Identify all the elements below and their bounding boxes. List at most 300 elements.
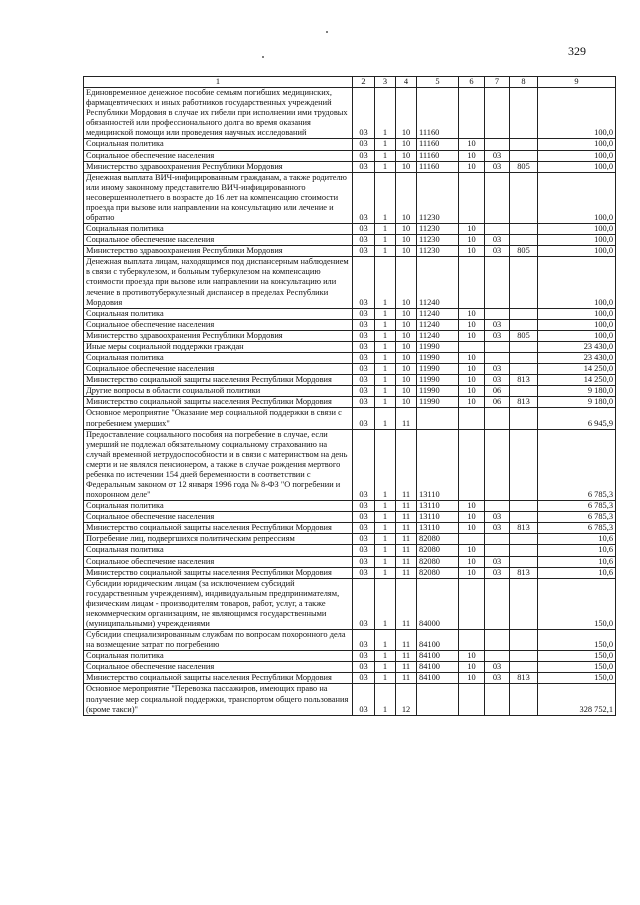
row-code-3: 1: [375, 501, 396, 512]
row-code-7: 03: [485, 523, 510, 534]
row-name: Иные меры социальной поддержки граждан: [84, 341, 353, 352]
row-code-2: 03: [353, 224, 375, 235]
row-code-5: 11230: [417, 235, 459, 246]
row-name: Социальная политика: [84, 501, 353, 512]
row-amount: 328 752,1: [538, 684, 616, 715]
row-code-2: 03: [353, 397, 375, 408]
row-code-5: 13110: [417, 501, 459, 512]
row-amount: 100,0: [538, 319, 616, 330]
row-amount: 100,0: [538, 330, 616, 341]
row-code-5: 13110: [417, 512, 459, 523]
row-name: Основное мероприятие "Перевозка пассажиров, имеющих право на получение мер социальной поддержки, транспортом общего пользования (кроме такси)": [84, 684, 353, 715]
table-row: [84, 386, 616, 397]
row-name: Социальное обеспечение населения: [84, 364, 353, 375]
row-name: Министерство здравоохранения Республики Мордовия: [84, 246, 353, 257]
row-amount: 6 785,3: [538, 523, 616, 534]
row-code-4: 11: [396, 534, 417, 545]
row-code-5: 11240: [417, 330, 459, 341]
row-code-6: 10: [459, 319, 485, 330]
row-code-6: 10: [459, 375, 485, 386]
row-code-4: 11: [396, 408, 417, 429]
row-name: Министерство социальной защиты населения Республики Мордовия: [84, 397, 353, 408]
table-row: [84, 235, 616, 246]
row-code-4: 10: [396, 375, 417, 386]
row-name: Социальное обеспечение населения: [84, 150, 353, 161]
row-code-4: 10: [396, 150, 417, 161]
row-code-3: 1: [375, 88, 396, 139]
row-code-7: [485, 308, 510, 319]
row-code-2: 03: [353, 578, 375, 629]
row-code-6: [459, 172, 485, 223]
row-code-3: 1: [375, 408, 396, 429]
table-row: [84, 139, 616, 150]
row-code-7: [485, 684, 510, 715]
row-amount: 9 180,0: [538, 397, 616, 408]
row-code-5: 11990: [417, 397, 459, 408]
row-amount: 10,6: [538, 556, 616, 567]
row-code-2: 03: [353, 630, 375, 651]
row-name: Социальная политика: [84, 224, 353, 235]
row-amount: 100,0: [538, 150, 616, 161]
row-code-3: 1: [375, 341, 396, 352]
row-code-4: 10: [396, 257, 417, 308]
col-amount-header: 9: [538, 77, 616, 88]
table-row: [84, 308, 616, 319]
row-amount: 100,0: [538, 224, 616, 235]
row-code-5: 11160: [417, 139, 459, 150]
row-code-7: [485, 651, 510, 662]
row-code-4: 10: [396, 172, 417, 223]
row-code-7: 03: [485, 161, 510, 172]
table-row: [84, 523, 616, 534]
row-code-6: [459, 341, 485, 352]
row-code-6: 10: [459, 330, 485, 341]
row-code-7: 03: [485, 246, 510, 257]
row-code-8: [510, 150, 538, 161]
row-code-6: [459, 534, 485, 545]
row-code-7: [485, 545, 510, 556]
row-code-8: [510, 545, 538, 556]
row-amount: 14 250,0: [538, 375, 616, 386]
col-5-header: 5: [417, 77, 459, 88]
row-code-8: [510, 172, 538, 223]
row-code-5: 11160: [417, 161, 459, 172]
row-code-8: [510, 662, 538, 673]
row-amount: 100,0: [538, 308, 616, 319]
row-code-2: 03: [353, 375, 375, 386]
row-code-7: 03: [485, 556, 510, 567]
row-amount: 150,0: [538, 630, 616, 651]
row-code-5: 11990: [417, 341, 459, 352]
row-code-3: 1: [375, 161, 396, 172]
table-row: [84, 397, 616, 408]
row-code-3: 1: [375, 235, 396, 246]
table-row: [84, 330, 616, 341]
table-row: [84, 341, 616, 352]
table-row: [84, 408, 616, 429]
row-code-6: 10: [459, 523, 485, 534]
row-code-7: 03: [485, 319, 510, 330]
table-row: [84, 364, 616, 375]
row-name: Денежная выплата ВИЧ-инфицированным гражданам, а также родителю или иному законному представителю ВИЧ-инфицированного несовершеннолетнего в возрасте до 16 лет на компенсацию стоимости проезда при вызове или направлении на консультацию или лечение и обратно: [84, 172, 353, 223]
row-code-2: 03: [353, 512, 375, 523]
row-amount: 23 430,0: [538, 353, 616, 364]
row-code-6: 10: [459, 150, 485, 161]
row-code-2: 03: [353, 308, 375, 319]
row-code-3: 1: [375, 375, 396, 386]
row-name: Социальная политика: [84, 308, 353, 319]
row-code-3: 1: [375, 630, 396, 651]
row-code-5: 82080: [417, 556, 459, 567]
row-amount: 100,0: [538, 139, 616, 150]
row-code-8: 813: [510, 523, 538, 534]
row-code-2: 03: [353, 235, 375, 246]
col-name-header: 1: [84, 77, 353, 88]
row-code-8: [510, 408, 538, 429]
row-code-6: 10: [459, 386, 485, 397]
table-row: [84, 673, 616, 684]
row-code-4: 10: [396, 224, 417, 235]
row-name: Социальная политика: [84, 353, 353, 364]
col-7-header: 7: [485, 77, 510, 88]
row-code-5: 84100: [417, 630, 459, 651]
table-row: [84, 224, 616, 235]
row-code-8: [510, 224, 538, 235]
table-row: [84, 567, 616, 578]
row-code-4: 11: [396, 429, 417, 501]
row-code-4: 11: [396, 673, 417, 684]
row-code-3: 1: [375, 308, 396, 319]
row-code-3: 1: [375, 172, 396, 223]
row-name: Министерство здравоохранения Республики Мордовия: [84, 161, 353, 172]
table-row: [84, 662, 616, 673]
row-code-7: [485, 501, 510, 512]
row-code-3: 1: [375, 257, 396, 308]
row-code-7: [485, 224, 510, 235]
row-code-5: 11240: [417, 308, 459, 319]
row-code-2: 03: [353, 501, 375, 512]
row-code-7: 03: [485, 150, 510, 161]
table-row: [84, 246, 616, 257]
row-code-7: 03: [485, 235, 510, 246]
row-code-7: [485, 429, 510, 501]
row-name: Денежная выплата лицам, находящимся под диспансерным наблюдением в связи с туберкулезом, и больным туберкулезом на компенсацию стоимости проезда при вызове или направлении на консультацию или лечение в противотуберкулезный диспансер в пределах Республики Мордовия: [84, 257, 353, 308]
row-code-7: 06: [485, 397, 510, 408]
row-code-8: [510, 308, 538, 319]
row-code-4: 10: [396, 364, 417, 375]
row-code-5: [417, 684, 459, 715]
row-code-7: 06: [485, 386, 510, 397]
row-code-6: [459, 88, 485, 139]
table-row: [84, 545, 616, 556]
row-code-7: 03: [485, 567, 510, 578]
row-code-6: 10: [459, 308, 485, 319]
row-code-3: 1: [375, 246, 396, 257]
row-code-6: [459, 578, 485, 629]
row-code-5: 11230: [417, 172, 459, 223]
row-code-6: 10: [459, 224, 485, 235]
row-code-2: 03: [353, 319, 375, 330]
row-code-8: [510, 235, 538, 246]
row-code-7: [485, 630, 510, 651]
row-code-7: 03: [485, 375, 510, 386]
row-code-6: 10: [459, 512, 485, 523]
row-code-7: [485, 534, 510, 545]
row-code-5: 11990: [417, 353, 459, 364]
row-amount: 100,0: [538, 161, 616, 172]
row-code-3: 1: [375, 662, 396, 673]
row-code-5: 11160: [417, 88, 459, 139]
row-name: Министерство социальной защиты населения Республики Мордовия: [84, 567, 353, 578]
row-name: Министерство социальной защиты населения Республики Мордовия: [84, 375, 353, 386]
row-name: Основное мероприятие "Оказание мер социальной поддержки в связи с погребением умерших": [84, 408, 353, 429]
table-row: [84, 534, 616, 545]
row-code-2: 03: [353, 353, 375, 364]
row-code-4: 11: [396, 578, 417, 629]
row-code-8: [510, 534, 538, 545]
table-row: [84, 578, 616, 629]
table-row: [84, 375, 616, 386]
row-name: Министерство социальной защиты населения Республики Мордовия: [84, 673, 353, 684]
row-code-6: 10: [459, 397, 485, 408]
row-amount: 150,0: [538, 578, 616, 629]
row-code-6: 10: [459, 353, 485, 364]
row-code-7: 03: [485, 673, 510, 684]
row-code-4: 10: [396, 139, 417, 150]
row-code-5: 11230: [417, 246, 459, 257]
row-code-6: 10: [459, 235, 485, 246]
row-code-2: 03: [353, 523, 375, 534]
row-code-5: 11240: [417, 257, 459, 308]
row-code-2: 03: [353, 662, 375, 673]
row-code-4: 11: [396, 512, 417, 523]
row-code-2: 03: [353, 139, 375, 150]
row-code-5: 84100: [417, 662, 459, 673]
row-amount: 100,0: [538, 246, 616, 257]
row-code-7: 03: [485, 364, 510, 375]
row-code-4: 10: [396, 353, 417, 364]
row-amount: 14 250,0: [538, 364, 616, 375]
row-code-7: [485, 88, 510, 139]
row-amount: 100,0: [538, 257, 616, 308]
row-code-8: [510, 630, 538, 651]
row-code-3: 1: [375, 139, 396, 150]
row-code-4: 10: [396, 246, 417, 257]
row-name: Социальное обеспечение населения: [84, 319, 353, 330]
row-code-5: 84000: [417, 578, 459, 629]
row-code-2: 03: [353, 150, 375, 161]
row-code-5: 11990: [417, 364, 459, 375]
row-code-3: 1: [375, 684, 396, 715]
header-row: [84, 77, 616, 88]
row-code-5: 11240: [417, 319, 459, 330]
row-code-6: 10: [459, 556, 485, 567]
row-code-6: [459, 429, 485, 501]
row-name: Единовременное денежное пособие семьям погибших медицинских, фармацевтических и иных работников государственных учреждений Республики Мордовия в случае их гибели при исполнении ими трудовых обязанностей или профессионального долга во время оказания медицинской помощи или проведения научных исследований: [84, 88, 353, 139]
col-8-header: 8: [510, 77, 538, 88]
row-code-8: [510, 684, 538, 715]
row-code-4: 10: [396, 341, 417, 352]
row-code-3: 1: [375, 512, 396, 523]
row-code-2: 03: [353, 161, 375, 172]
row-code-2: 03: [353, 408, 375, 429]
table-row: [84, 684, 616, 715]
row-code-2: 03: [353, 330, 375, 341]
row-code-8: 805: [510, 246, 538, 257]
row-code-4: 10: [396, 235, 417, 246]
row-code-3: 1: [375, 534, 396, 545]
row-code-8: [510, 386, 538, 397]
row-code-5: 84100: [417, 651, 459, 662]
table-row: [84, 88, 616, 139]
row-code-4: 11: [396, 523, 417, 534]
row-amount: 6 785,3: [538, 429, 616, 501]
row-code-2: 03: [353, 364, 375, 375]
row-name: Министерство социальной защиты населения Республики Мордовия: [84, 523, 353, 534]
row-code-6: [459, 408, 485, 429]
row-code-8: [510, 501, 538, 512]
table-row: [84, 556, 616, 567]
row-name: Социальное обеспечение населения: [84, 512, 353, 523]
row-amount: 10,6: [538, 545, 616, 556]
row-name: Социальное обеспечение населения: [84, 235, 353, 246]
row-code-6: [459, 684, 485, 715]
row-code-7: [485, 257, 510, 308]
row-code-8: 805: [510, 161, 538, 172]
row-code-8: [510, 341, 538, 352]
row-code-4: 10: [396, 386, 417, 397]
row-code-2: 03: [353, 257, 375, 308]
row-amount: 9 180,0: [538, 386, 616, 397]
row-code-4: 10: [396, 308, 417, 319]
row-amount: 150,0: [538, 651, 616, 662]
row-code-5: 13110: [417, 429, 459, 501]
row-code-8: [510, 512, 538, 523]
row-code-7: [485, 341, 510, 352]
row-code-6: 10: [459, 545, 485, 556]
row-code-8: 813: [510, 567, 538, 578]
row-code-5: 82080: [417, 545, 459, 556]
row-amount: 100,0: [538, 235, 616, 246]
row-name: Предоставление социального пособия на погребение в случае, если умерший не подлежал обязательному социальному страхованию на случай временной нетрудоспособности и в связи с материнством на день смерти и не являлся пенсионером, а также в случае рождения мертвого ребенка по истечении 154 дней беременности в соответствии с Федеральным законом от 12 января 1996 года № 8-ФЗ "О погребении и похоронном деле": [84, 429, 353, 501]
row-code-7: [485, 578, 510, 629]
table-row: [84, 651, 616, 662]
col-2-header: 2: [353, 77, 375, 88]
row-code-2: 03: [353, 341, 375, 352]
row-code-4: 11: [396, 545, 417, 556]
row-code-4: 12: [396, 684, 417, 715]
row-code-5: 84100: [417, 673, 459, 684]
row-name: Субсидии специализированным службам по вопросам похоронного дела на возмещение затрат по погребению: [84, 630, 353, 651]
page-number: 329: [568, 44, 586, 58]
row-code-4: 11: [396, 501, 417, 512]
scan-speck: [262, 56, 264, 58]
row-amount: 150,0: [538, 673, 616, 684]
row-code-2: 03: [353, 386, 375, 397]
row-code-8: [510, 353, 538, 364]
row-code-5: 13110: [417, 523, 459, 534]
table-row: [84, 501, 616, 512]
row-name: Социальная политика: [84, 651, 353, 662]
table-row: [84, 630, 616, 651]
row-code-5: 11990: [417, 386, 459, 397]
row-amount: 6 945,9: [538, 408, 616, 429]
budget-table: [83, 76, 616, 716]
row-name: Социальное обеспечение населения: [84, 662, 353, 673]
row-code-5: 11160: [417, 150, 459, 161]
row-code-5: 11230: [417, 224, 459, 235]
row-code-4: 11: [396, 651, 417, 662]
row-code-8: [510, 364, 538, 375]
row-code-8: [510, 578, 538, 629]
row-code-7: [485, 139, 510, 150]
row-name: Субсидии юридическим лицам (за исключением субсидий государственным учреждениям), индивидуальным предпринимателям, физическим лицам - производителям товаров, работ, услуг, а также некоммерческим организациям, не являющимся государственными (муниципальными) учреждениями: [84, 578, 353, 629]
row-amount: 10,6: [538, 534, 616, 545]
row-code-6: 10: [459, 501, 485, 512]
row-code-6: 10: [459, 161, 485, 172]
row-code-8: [510, 556, 538, 567]
row-amount: 23 430,0: [538, 341, 616, 352]
row-code-4: 11: [396, 567, 417, 578]
row-code-8: [510, 257, 538, 308]
row-code-8: 813: [510, 673, 538, 684]
row-code-8: 813: [510, 397, 538, 408]
row-code-7: [485, 408, 510, 429]
row-code-5: 82080: [417, 534, 459, 545]
row-code-6: 10: [459, 246, 485, 257]
row-code-8: [510, 429, 538, 501]
row-code-3: 1: [375, 545, 396, 556]
row-code-3: 1: [375, 319, 396, 330]
row-code-4: 11: [396, 630, 417, 651]
row-code-3: 1: [375, 523, 396, 534]
row-code-2: 03: [353, 567, 375, 578]
row-code-2: 03: [353, 172, 375, 223]
row-code-6: 10: [459, 364, 485, 375]
row-code-4: 10: [396, 161, 417, 172]
row-code-3: 1: [375, 353, 396, 364]
row-code-6: 10: [459, 662, 485, 673]
row-code-8: [510, 139, 538, 150]
col-4-header: 4: [396, 77, 417, 88]
row-code-4: 10: [396, 88, 417, 139]
row-code-3: 1: [375, 397, 396, 408]
row-code-2: 03: [353, 556, 375, 567]
table-row: [84, 512, 616, 523]
row-amount: 10,6: [538, 567, 616, 578]
row-code-4: 10: [396, 397, 417, 408]
row-name: Другие вопросы в области социальной политики: [84, 386, 353, 397]
row-code-3: 1: [375, 224, 396, 235]
table-row: [84, 319, 616, 330]
row-code-3: 1: [375, 651, 396, 662]
row-code-3: 1: [375, 386, 396, 397]
row-amount: 6 785,3: [538, 512, 616, 523]
row-code-3: 1: [375, 364, 396, 375]
row-name: Социальное обеспечение населения: [84, 556, 353, 567]
row-code-6: 10: [459, 139, 485, 150]
row-code-7: [485, 172, 510, 223]
row-name: Погребение лиц, подвергшихся политическим репрессиям: [84, 534, 353, 545]
col-3-header: 3: [375, 77, 396, 88]
table-row: [84, 429, 616, 501]
row-code-8: [510, 319, 538, 330]
scan-speck: [326, 31, 328, 33]
row-code-2: 03: [353, 545, 375, 556]
table-row: [84, 172, 616, 223]
row-name: Министерство здравоохранения Республики Мордовия: [84, 330, 353, 341]
row-code-4: 11: [396, 556, 417, 567]
